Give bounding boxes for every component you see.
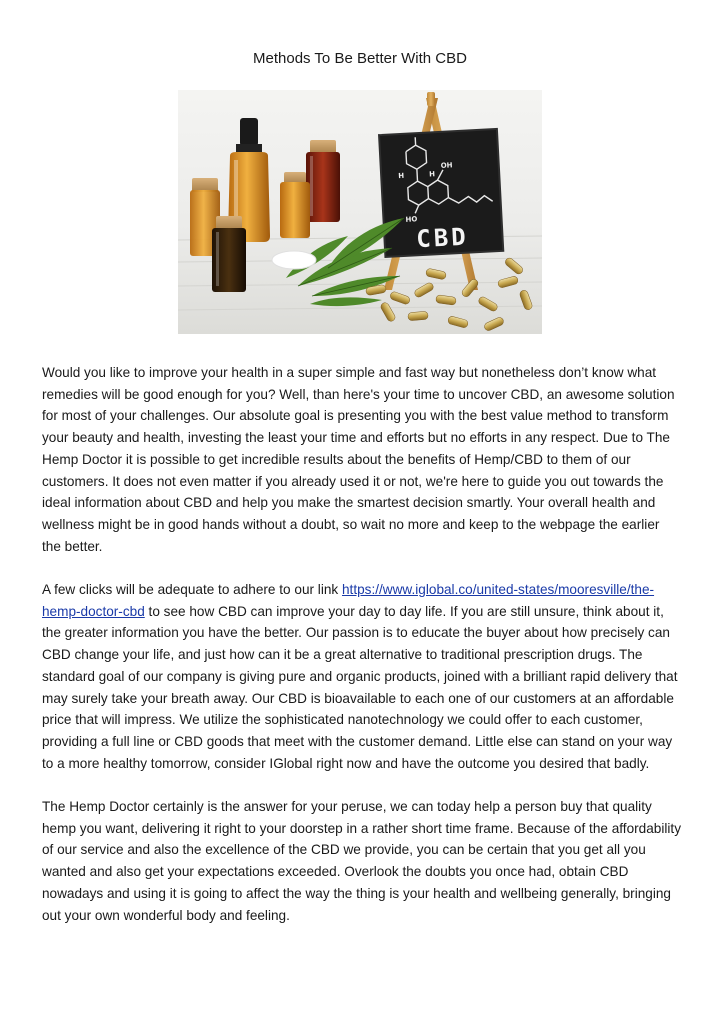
paragraph-intro: Would you like to improve your health in a super simple and fast way but nonetheless don’t know what remedies will be good enough for you? Well, than here's your time to uncover CBD, an awesome solution for most of your challenges. Our absolute goal is presenting you with the best value method to transform your beauty and health, investing the least your time and efforts but no efforts in any respect. Due to The Hemp Doctor it is possible to get incredible results about the benefits of Hemp/CBD to them of our customers. It does not even matter if you already used it or not, we're here to guide you out towards the ideal information about CBD and help you make the smartest decision smartly. Your overall health and wellness might be in good hands without a doubt, so wait no more and keep to the webpage the earlier the better.: [42, 365, 675, 554]
paragraph-closing: The Hemp Doctor certainly is the answer for your peruse, we can today help a person buy that quality hemp you want, delivering it right to your doorstep in a rather short time frame. Because of the affordability of our service and also the excellence of the CBD we provide, you can be certain that you get all you wanted and also get your expectations exceeded. Overlook the doubts you once had, obtain CBD nowadays and using it is going to affect the way the thing is your health and wellbeing generally, bringing out your own wonderful body and feeling.: [42, 799, 681, 923]
paragraph-link: [42, 579, 682, 774]
chalkboard-cbd-label: CBD: [415, 222, 470, 254]
document-title: Methods To Be Better With CBD: [253, 50, 467, 67]
article-body: [42, 362, 682, 948]
cbd-photo-illustration: [178, 90, 542, 334]
cbd-product-photo: [178, 90, 542, 334]
iglobal-link[interactable]: https://www.iglobal.co/united-states/mooresville/the-hemp-doctor-cbd: [42, 582, 655, 619]
paragraph-link-after: to see how CBD can improve your day to day life. If you are still unsure, think about it, the greater information you have the better. Our passion is to educate the buyer about how precisely can CBD change your life, and just how can it be a great alternative to traditional prescription drugs. The standard goal of our company is giving pure and organic products, joined with a brilliant rapid delivery that may surely take your breath away. Our CBD is bioavailable to each one of our customers at an affordable price that will impress. We utilize the sophisticated nanotechnology we could offer to each customer, providing a full line or CBD goods that meet with the customer demand. Little else can stand on your way to a more healthy tomorrow, consider IGlobal right now and have the outcome you desired that badly.: [42, 603, 678, 771]
molecule-label-h-left: H: [398, 171, 405, 181]
molecule-label-ho: HO: [405, 215, 418, 224]
molecule-label-h-right: H: [428, 170, 436, 179]
paragraph-link-before: A few clicks will be adequate to adhere to our link: [42, 582, 342, 598]
molecule-label-oh: OH: [440, 161, 453, 170]
